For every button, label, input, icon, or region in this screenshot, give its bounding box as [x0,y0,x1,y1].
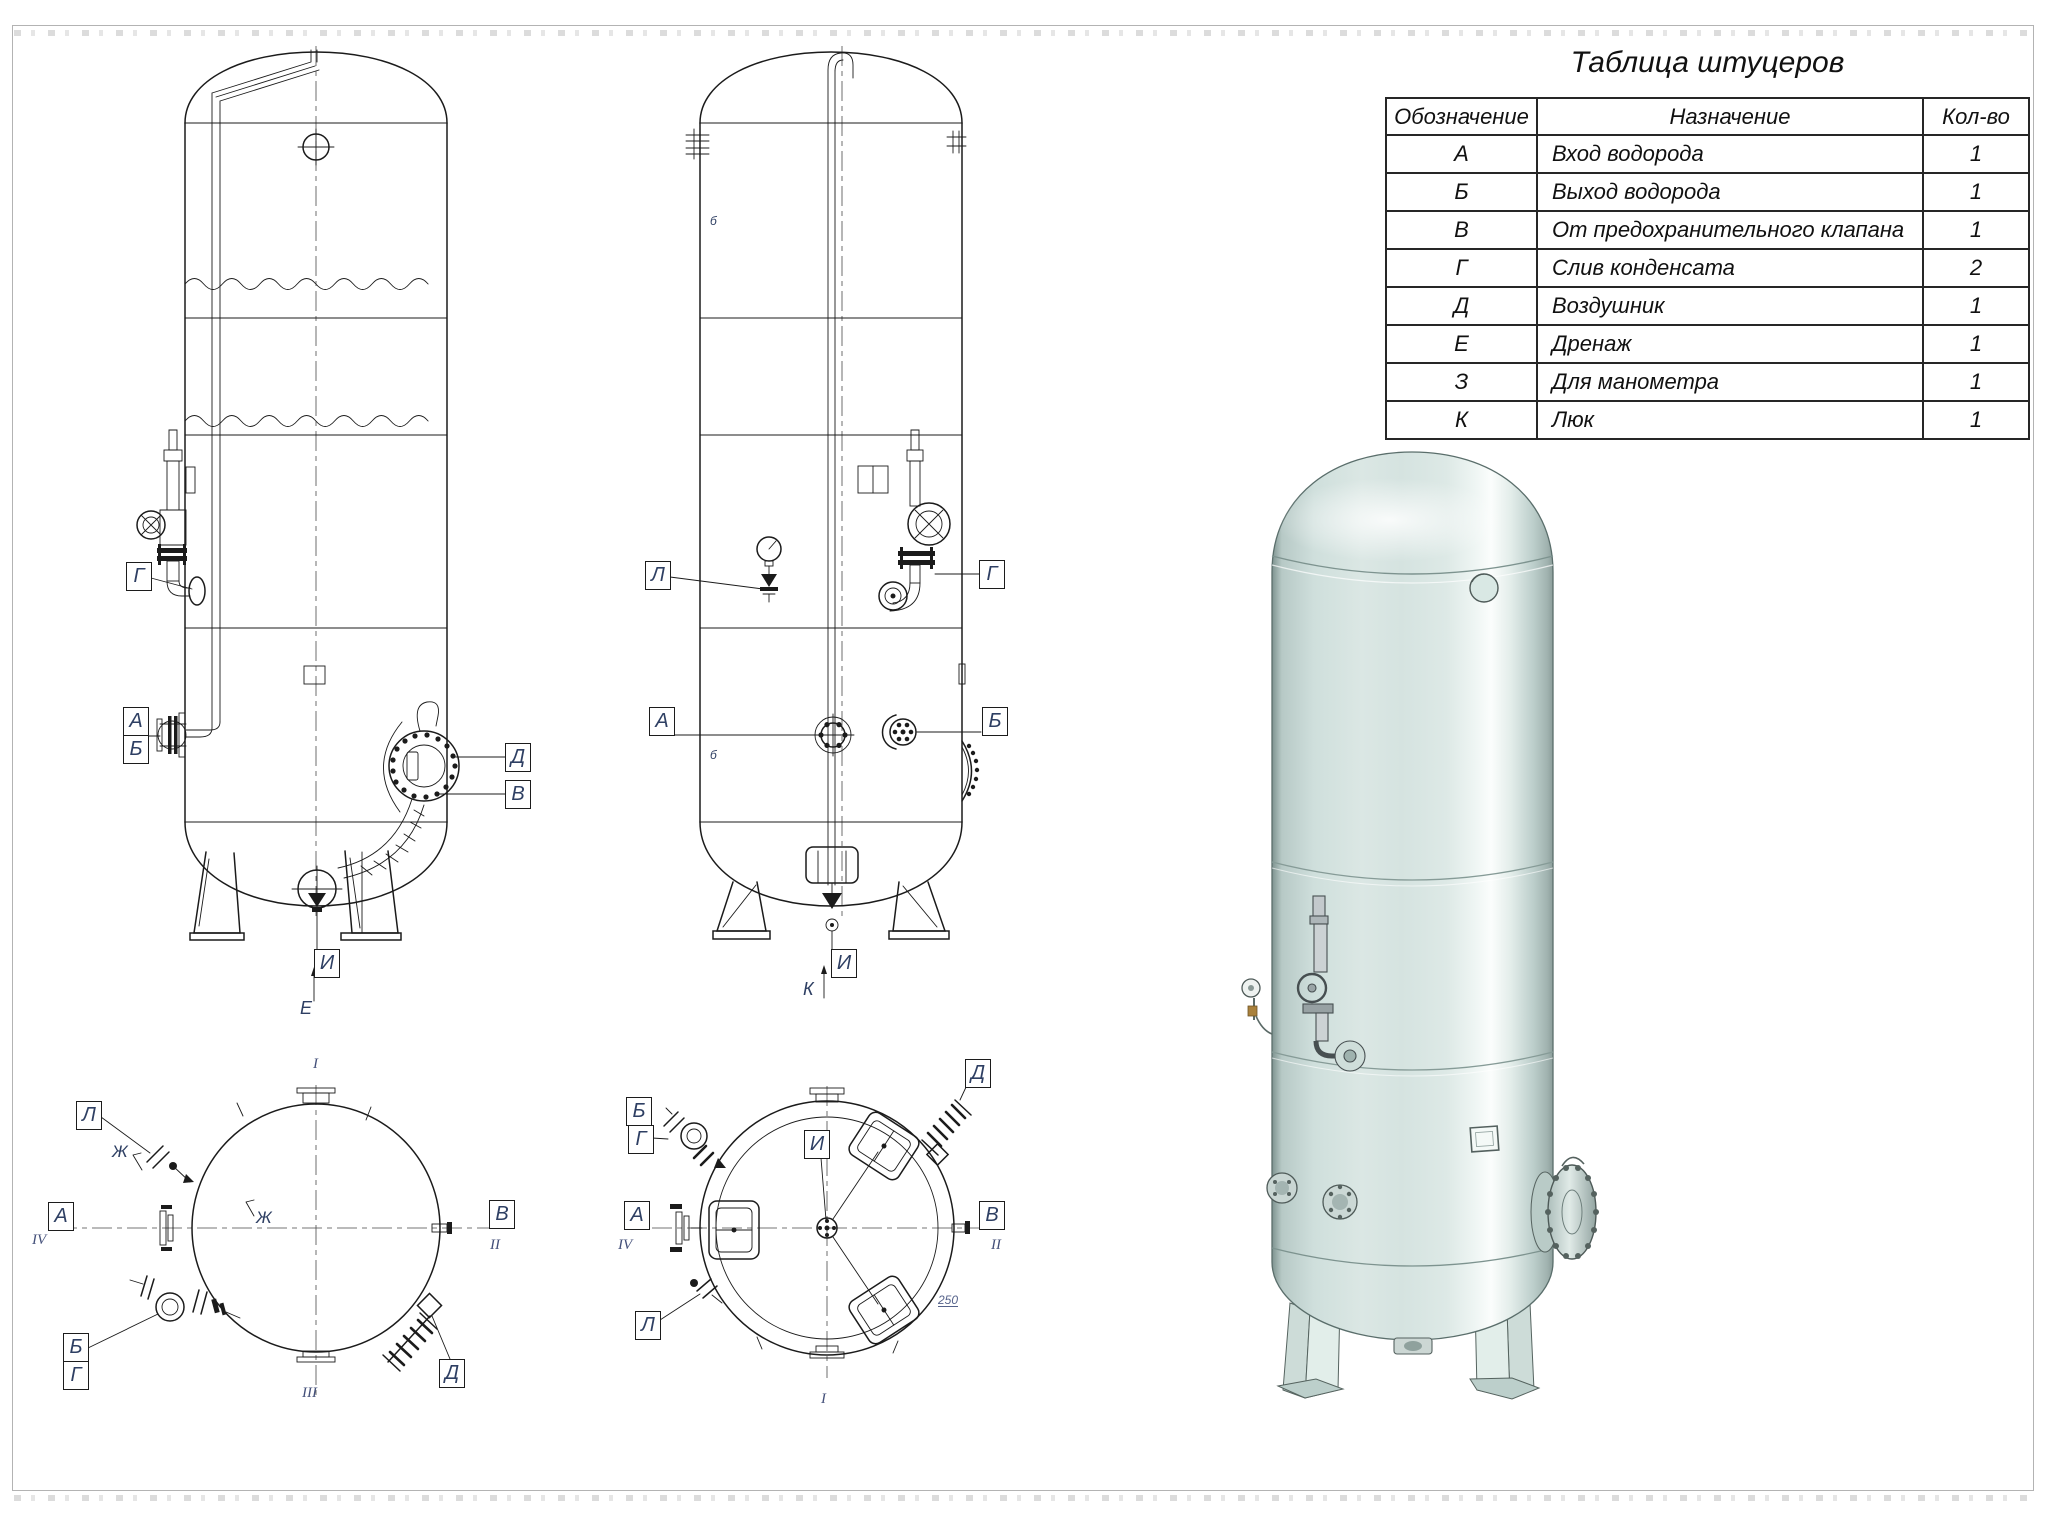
section-arrow-k [821,965,827,998]
break-wave-upper [185,279,428,290]
callout-i-rear: И [831,949,857,978]
condensate-valve-rear [879,430,979,611]
callout-l-bottom: Л [635,1311,661,1340]
leg-pad-bottom-right [846,1273,922,1347]
manhole-edge-rear [962,741,979,801]
nozzle-a-bottom-plan [670,1204,702,1252]
wall-lug [186,467,195,493]
weld-mark-b-1: б [710,214,717,228]
roman-iv-top-view: IV [32,1232,47,1248]
nameplate-3d [1470,1126,1499,1152]
front-view [137,46,505,1001]
callout-i-front: И [314,949,340,978]
gauge-valve-bottom-plan [660,1279,722,1320]
callout-g-top: Г [63,1361,89,1390]
callout-v-top: В [489,1200,515,1229]
roman-iv-bottom-view: IV [618,1237,633,1253]
callout-v-bottom: В [979,1201,1005,1230]
callout-a-front: А [123,707,149,736]
manhole-front [383,702,505,812]
dip-tube [186,50,319,737]
col-header-designation: Обозначение [1386,98,1537,135]
table-row: З Для манометра 1 [1386,363,2029,401]
nozzle-table [1385,97,2030,440]
outlet-nozzle-rear [883,715,982,749]
callout-b-front: Б [123,735,149,764]
outlet-valve-plan [88,1276,240,1348]
table-row: Д Воздушник 1 [1386,287,2029,325]
manometer-nozzle [298,129,334,165]
callout-b-rear: Б [982,707,1008,736]
bottom-drain-rear [822,883,842,949]
callout-b-bottom: Б [626,1097,652,1126]
table-row: В От предохранительного клапана 1 [1386,211,2029,249]
plate-mark [858,466,888,493]
callout-v-front: В [505,780,531,809]
callout-a-rear: А [649,707,675,736]
leg-pad-top-right [846,1109,922,1183]
flange-right-dome [947,131,966,153]
callout-g-rear: Г [979,560,1005,589]
callout-d-top: Д [439,1359,465,1388]
support-legs-front [190,851,401,940]
dimension-250: 250 [938,1293,959,1307]
table-header-row [1386,98,2029,135]
callout-d-front: Д [505,743,531,772]
section-mark-k: К [803,979,814,999]
roman-ii-bottom-view: II [991,1237,1001,1253]
safety-valve-flange-left [686,129,709,159]
callout-b-top: Б [63,1333,89,1362]
table-row: Е Дренаж 1 [1386,325,2029,363]
bottom-drain-3d [1394,1338,1432,1354]
col-header-qty: Кол-во [1923,98,2029,135]
outlet-valve-bottom-plan [652,1108,726,1168]
gauge-valve-plan [101,1117,254,1216]
callout-a-top: А [48,1202,74,1231]
callout-d-bottom: Д [965,1059,991,1088]
weld-mark-zh-2: Ж [256,1208,272,1227]
col-header-purpose: Назначение [1537,98,1923,135]
inlet-nozzle-rear [675,714,854,756]
rear-view [670,46,981,998]
callout-l-top: Л [76,1101,102,1130]
bottom-drain-front [292,866,342,949]
table-row: А Вход водорода 1 [1386,135,2029,173]
callout-a-bottom: А [624,1201,650,1230]
nameplate-front [304,666,325,684]
weld-mark-zh-1: Ж [112,1142,128,1161]
leg-pad-left [709,1201,759,1259]
callout-l-rear: Л [645,561,671,590]
table-row: Г Слив конденсата 2 [1386,249,2029,287]
bottom-plan-view [652,1085,1002,1378]
vessel-3d-render [1242,452,1599,1399]
callout-i-bottom: И [804,1130,830,1159]
weld-mark-b-2: б [710,748,717,762]
inlet-outlet-nozzle-front [149,713,186,757]
callout-g-bottom: Г [628,1125,654,1154]
table-row: Б Выход водорода 1 [1386,173,2029,211]
section-mark-e: Е [300,998,313,1018]
dome-highlight [1275,478,1505,562]
roman-iii-top-view: III [302,1385,317,1401]
center-hub [817,1218,837,1238]
top-plan-view [57,1085,508,1395]
break-wave-lower [185,416,428,427]
gauge-3d [1242,979,1272,1034]
callout-g-front: Г [126,562,152,591]
roman-i-top-view: I [313,1056,318,1072]
shoulder-nozzle-3d [1470,574,1498,602]
vent-assembly-bottom-plan [922,1085,971,1165]
roman-ii-top-view: II [490,1237,500,1253]
table-title: Таблица штуцеров [1570,46,1845,79]
table-row: К Люк 1 [1386,401,2029,439]
pressure-gauge [670,537,781,602]
roman-i-bottom-view: I [821,1391,826,1407]
